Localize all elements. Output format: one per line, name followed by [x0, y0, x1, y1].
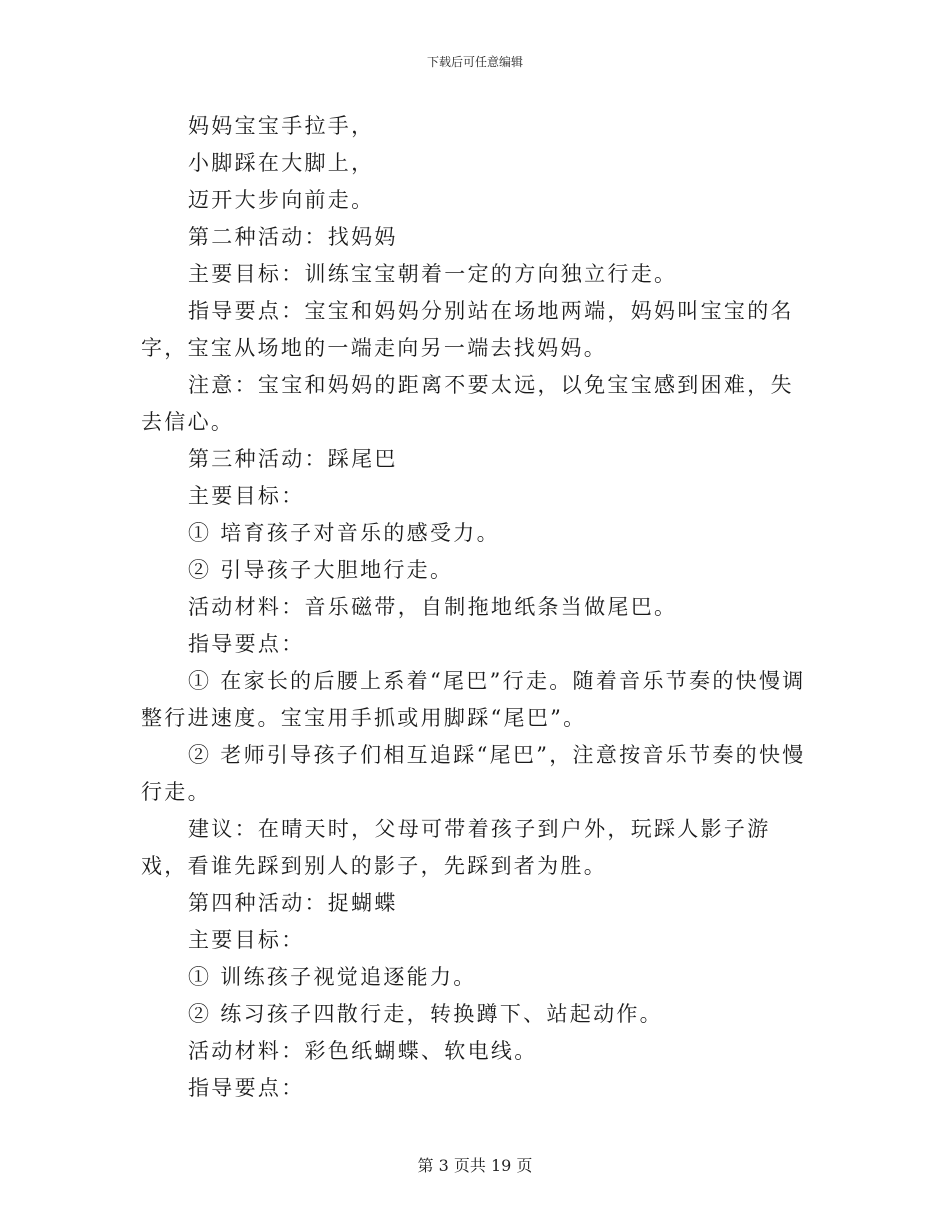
- list-item: ② 引导孩子大胆地行走。: [188, 558, 454, 582]
- list-item: ① 在家长的后腰上系着“尾巴”行走。随着音乐节奏的快慢调整行进速度。宝宝用手抓或用脚踩“尾巴”。: [141, 669, 806, 730]
- paragraph: 指导要点：: [188, 632, 305, 656]
- paragraph: 小脚踩在大脚上，: [188, 151, 375, 175]
- paragraph: 主要目标：: [188, 928, 305, 952]
- paragraph: 活动材料：音乐磁带，自制拖地纸条当做尾巴。: [188, 595, 678, 619]
- list-item: ① 训练孩子视觉追逐能力。: [188, 965, 477, 989]
- paragraph: 活动材料：彩色纸蝴蝶、软电线。: [188, 1039, 538, 1063]
- paragraph: 主要目标：训练宝宝朝着一定的方向独立行走。: [188, 262, 678, 286]
- page-header: 下载后可任意编辑: [426, 55, 523, 69]
- section-heading: 第四种活动：捉蝴蝶: [188, 891, 398, 915]
- document-body: [141, 108, 809, 1107]
- section-heading: 第二种活动：找妈妈: [188, 225, 398, 249]
- paragraph: 指导要点：: [188, 1076, 305, 1100]
- page-number: 第 3 页共 19 页: [417, 1156, 533, 1175]
- paragraph: 建议：在晴天时，父母可带着孩子到户外，玩踩人影子游戏，看谁先踩到别人的影子，先踩到者为胜。: [141, 817, 771, 878]
- paragraph: 主要目标：: [188, 484, 305, 508]
- paragraph: 迈开大步向前走。: [188, 188, 375, 212]
- list-item: ① 培育孩子对音乐的感受力。: [188, 521, 500, 545]
- paragraph: 指导要点：宝宝和妈妈分别站在场地两端，妈妈叫宝宝的名字，宝宝从场地的一端走向另一端去找妈妈。: [141, 299, 794, 360]
- section-heading: 第三种活动：踩尾巴: [188, 447, 398, 471]
- paragraph: 妈妈宝宝手拉手，: [188, 114, 375, 138]
- list-item: ② 练习孩子四散行走，转换蹲下、站起动作。: [188, 1002, 663, 1026]
- paragraph: 注意：宝宝和妈妈的距离不要太远，以免宝宝感到困难，失去信心。: [141, 373, 794, 434]
- list-item: ② 老师引导孩子们相互追踩“尾巴”，注意按音乐节奏的快慢行走。: [141, 743, 806, 804]
